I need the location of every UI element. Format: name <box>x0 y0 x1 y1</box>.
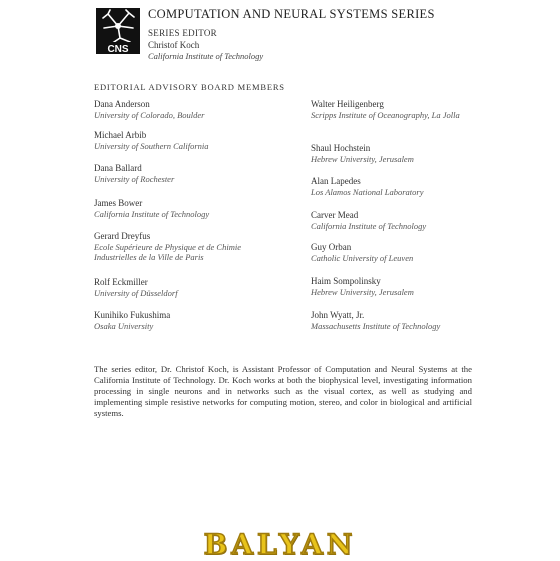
member-name: Alan Lapedes <box>311 176 361 186</box>
member-affiliation: University of Rochester <box>94 174 175 184</box>
board-member <box>311 210 476 231</box>
member-affiliation: California Institute of Technology <box>311 221 427 231</box>
member-affiliation: Catholic University of Leuven <box>311 253 414 263</box>
member-name: John Wyatt, Jr. <box>311 310 365 320</box>
neuron-logo-icon <box>96 8 140 54</box>
member-affiliation: Los Alamos National Laboratory <box>311 187 424 197</box>
member-name: Carver Mead <box>311 210 359 220</box>
board-member <box>311 143 476 164</box>
series-title: COMPUTATION AND NEURAL SYSTEMS SERIES <box>148 7 435 21</box>
board-member <box>94 277 294 298</box>
member-name: Dana Ballard <box>94 163 142 173</box>
member-affiliation: Massachusetts Institute of Technology <box>311 321 441 331</box>
member-affiliation: Ecole Supérieure de Physique et de Chimie Industrielles de la Ville de Paris <box>94 242 241 262</box>
member-affiliation: University of Düsseldorf <box>94 288 178 298</box>
cns-logo <box>96 8 140 54</box>
member-affiliation: University of Colorado, Boulder <box>94 110 205 120</box>
member-name: Shaul Hochstein <box>311 143 371 153</box>
series-editor-heading: SERIES EDITOR <box>148 28 217 38</box>
logo-label: CNS <box>107 44 129 54</box>
member-name: Dana Anderson <box>94 99 150 109</box>
member-affiliation: Scripps Institute of Oceanography, La Jolla <box>311 110 460 120</box>
member-name: James Bower <box>94 198 143 208</box>
board-member <box>94 198 294 219</box>
series-editor-bio: The series editor, Dr. Christof Koch, is Assistant Professor of Computation and Neural Systems at the California Institute of Technology. Dr. Koch works at both the biophysical level, investigating information processing in single neurons and in networks such as the visual cortex, as well as studying and implementing simple resistive networks for computing motion, stereo, and color in biological and artificial systems. <box>94 364 472 418</box>
member-name: Rolf Eckmiller <box>94 277 148 287</box>
member-name: Michael Arbib <box>94 130 147 140</box>
board-member <box>94 163 294 184</box>
watermark: BALYAN <box>203 528 357 561</box>
board-member <box>311 242 476 263</box>
member-name: Guy Orban <box>311 242 352 252</box>
member-affiliation: Hebrew University, Jerusalem <box>311 287 414 297</box>
board-member <box>94 310 294 331</box>
board-member <box>311 310 481 331</box>
board-member <box>311 176 476 197</box>
member-affiliation: Osaka University <box>94 321 154 331</box>
board-member <box>94 231 284 262</box>
series-editor-affiliation: California Institute of Technology <box>148 51 264 61</box>
board-member <box>94 130 294 151</box>
member-name: Haim Sompolinsky <box>311 276 381 286</box>
member-affiliation: University of Southern California <box>94 141 209 151</box>
member-name: Kunihiko Fukushima <box>94 310 171 320</box>
advisory-board-heading: EDITORIAL ADVISORY BOARD MEMBERS <box>94 82 285 92</box>
board-member <box>311 276 476 297</box>
board-member <box>94 99 294 120</box>
member-affiliation: Hebrew University, Jerusalem <box>311 154 414 164</box>
series-editor-name: Christof Koch <box>148 40 200 50</box>
member-affiliation: California Institute of Technology <box>94 209 210 219</box>
member-name: Walter Heiligenberg <box>311 99 384 109</box>
member-name: Gerard Dreyfus <box>94 231 151 241</box>
board-member <box>311 99 476 120</box>
